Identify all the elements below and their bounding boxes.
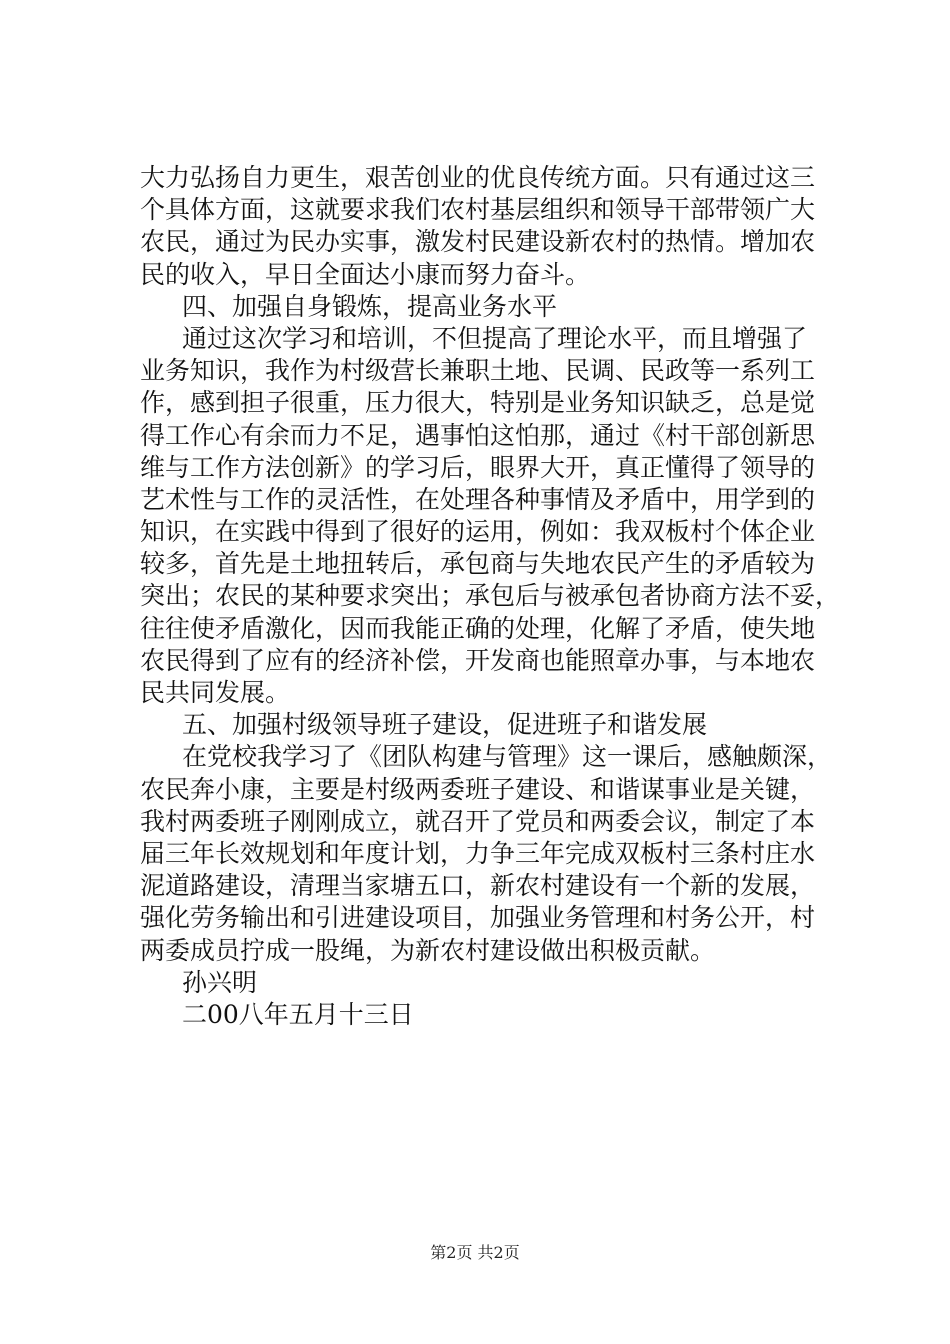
text-line: 届三年长效规划和年度计划，力争三年完成双板村三条村庄水 <box>140 838 816 868</box>
text-line: 我村两委班子刚刚成立，就召开了党员和两委会议，制定了本 <box>140 806 816 836</box>
text-line: 强化劳务输出和引进建设项目，加强业务管理和村务公开，村 <box>140 903 816 933</box>
document-date: 二00八年五月十三日 <box>182 999 414 1029</box>
text-line: 业务知识，我作为村级营长兼职土地、民调、民政等一系列工 <box>140 356 816 386</box>
page-footer <box>0 1243 950 1263</box>
text-line: 突出；农民的某种要求突出；承包后与被承包者协商方法不妥， <box>140 581 841 611</box>
text-line: 大力弘扬自力更生，艰苦创业的优良传统方面。只有通过这三 <box>140 163 816 192</box>
text-line: 作，感到担子很重，压力很大，特别是业务知识缺乏，总是觉 <box>140 388 816 418</box>
author-signature: 孙兴明 <box>182 967 258 997</box>
text-line: 往往使矛盾激化，因而我能正确的处理，化解了矛盾，使失地 <box>140 613 816 643</box>
text-line: 通过这次学习和培训，不但提高了理论水平，而且增强了 <box>182 323 808 353</box>
text-line: 两委成员拧成一股绳，为新农村建设做出积极贡献。 <box>140 935 716 965</box>
text-line: 农民得到了应有的经济补偿，开发商也能照章办事，与本地农 <box>140 645 816 675</box>
text-line: 农民奔小康，主要是村级两委班子建设、和谐谋事业是关键， <box>140 774 816 804</box>
text-line: 在党校我学习了《团队构建与管理》这一课后，感触颇深， <box>182 742 833 772</box>
document-body <box>140 162 840 1031</box>
text-line: 艺术性与工作的灵活性，在处理各种事情及矛盾中，用学到的 <box>140 484 816 514</box>
text-line: 得工作心有余而力不足，遇事怕这怕那，通过《村干部创新思 <box>140 420 816 450</box>
text-line: 个具体方面，这就要求我们农村基层组织和领导干部带领广大 <box>140 195 816 225</box>
text-line: 泥道路建设，清理当家塘五口，新农村建设有一个新的发展， <box>140 871 816 901</box>
text-line: 较多，首先是土地扭转后，承包商与失地农民产生的矛盾较为 <box>140 549 816 579</box>
text-line: 知识，在实践中得到了很好的运用，例如：我双板村个体企业 <box>140 517 816 547</box>
text-line: 民共同发展。 <box>140 678 291 707</box>
page-number-label: 第2页 共2页 <box>430 1243 520 1262</box>
section-heading-4: 四、加强自身锻炼，提高业务水平 <box>182 291 558 321</box>
text-line: 民的收入，早日全面达小康而努力奋斗。 <box>140 259 591 289</box>
text-line: 农民，通过为民办实事，激发村民建设新农村的热情。增加农 <box>140 227 816 257</box>
text-line: 维与工作方法创新》的学习后，眼界大开，真正懂得了领导的 <box>140 452 816 482</box>
section-heading-5: 五、加强村级领导班子建设，促进班子和谐发展 <box>182 710 708 740</box>
